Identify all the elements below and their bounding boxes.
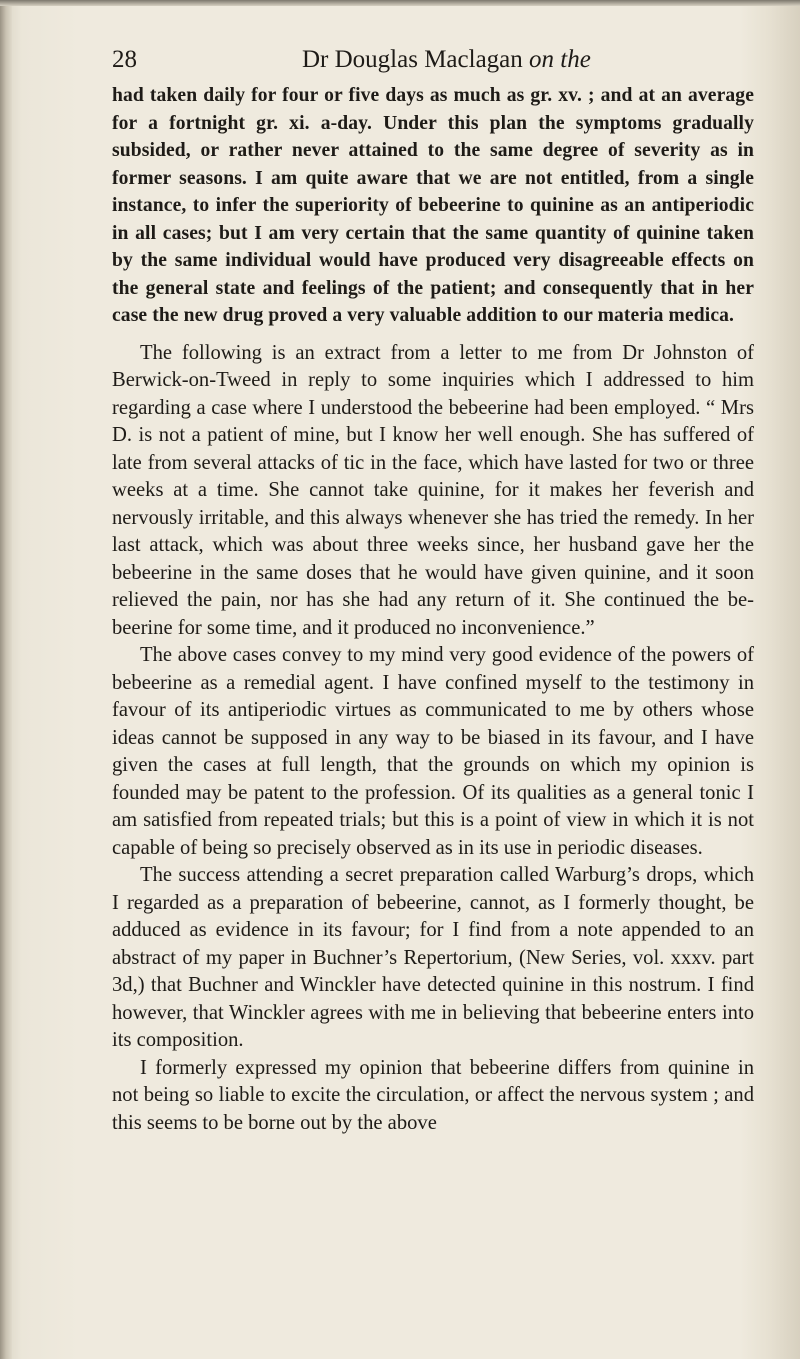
- running-head-title: Dr Douglas Maclagan: [302, 46, 530, 73]
- book-binding-edge: [0, 0, 12, 1359]
- paragraph-continuation: had taken daily for four or five days as much as gr. xv. ; and at an average for a fortnight gr. xi. a-day. Under this plan the symptoms gradually subsided, or rather never attained to the same degree of severity as in former seasons. I am quite aware that we are not entitled, from a single instance, to infer the superiority of bebeerine to quinine as an antiperiodic in all cases; but I am very certain that the same quantity of quinine taken by the same individual would have produced very disagreeable effects on the general state and feelings of the patient; and consequently that in her case the new drug proved a very valuable addition to our materia medica.: [112, 85, 754, 326]
- page-header: [112, 44, 800, 84]
- running-head-italic: on the: [529, 46, 591, 73]
- running-head: [302, 44, 591, 76]
- paragraph-warburgs-drops: The success attending a secret preparation called Warburg’s drops, which I regarded as a preparation of bebeerine, cannot, as I formerly thought, be adduced as evidence in its favour; for I find from a note appended to an abstract of my paper in Buchner’s Repertorium, (New Series, vol. xxxv. part 3d,) that Buchner and Winckler have detected quinine in this nostrum. I find however, that Winckler agrees with me in believing that bebeerine enters into its composition.: [112, 864, 754, 1051]
- body-text: [112, 82, 754, 1137]
- paragraph-circulation: I formerly expressed my opinion that bebeerine differs from quinine in not being so liable to excite the circulation, or affect the nervous system ; and this seems to be borne out by the above: [112, 1056, 754, 1134]
- page-top-edge: [0, 0, 800, 6]
- paragraph-evidence: The above cases convey to my mind very good evidence of the powers of bebeerine as a remedial agent. I have confined myself to the testimony in favour of its antiperiodic virtues as communicated to me by others whose ideas cannot be supposed in any way to be biased in its favour, and I have given the cases at full length, that the grounds on which my opinion is founded may be patent to the profession. Of its qualities as a general tonic I am satisfied from repeated trials; but this is a point of view in which it is not capable of being so precisely observed as in its use in periodic diseases.: [112, 644, 754, 859]
- paragraph-johnston-letter: The following is an extract from a letter to me from Dr Johnston of Berwick-on-Tweed in reply to some inquiries which I addressed to him regarding a case where I understood the bebeerine had been employed. “ Mrs D. is not a patient of mine, but I know her well enough. She has suffered of late from several attacks of tic in the face, which have lasted for two or three weeks at a time. She cannot take quinine, for it makes her feverish and nervously irritable, and this always whenever she has tried the remedy. In her last attack, which was about three weeks since, her husband gave her the bebeerine in the same doses that he would have given quinine, and it soon relieved the pain, nor has she had any return of it. She continued the bebeerine for some time, and it produced no inconvenience.”: [112, 341, 754, 639]
- page-number: 28: [112, 46, 137, 73]
